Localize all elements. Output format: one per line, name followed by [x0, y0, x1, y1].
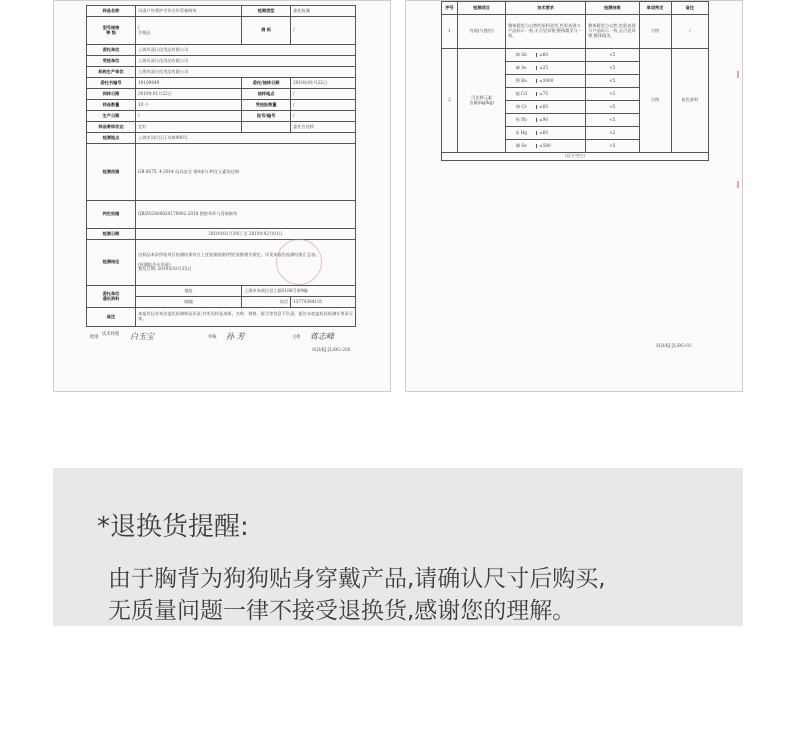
- reviewer-label: 审核: [208, 335, 217, 340]
- field-label: 委托单位 通讯资料: [87, 286, 136, 308]
- column-header: 技术要求: [506, 2, 586, 15]
- field-value: 2019年01月22日: [291, 78, 356, 89]
- table-row: [87, 229, 356, 240]
- field-label: 受检批数量: [242, 100, 291, 111]
- element-requirement-cell: [506, 62, 586, 75]
- notice-title: *退换货提醒:: [97, 512, 249, 542]
- field-label: 型号规格 等 级: [87, 17, 136, 45]
- element-name: 锑 Sb: [506, 53, 537, 58]
- table-row: [87, 201, 356, 229]
- element-requirement: ≤1000: [539, 77, 554, 83]
- field-value: 上海市奉贤区苍工路5188号第9幢: [242, 286, 356, 297]
- field-label: 委托书编号: [87, 78, 136, 89]
- table-row: [87, 6, 356, 17]
- field-value: 送样品本次所检项目检测结果符合上述检测依据/判定依据相关规定。详见本报告检测结果汇总表。 (检测报告专用章) 签发日期: 2019年02月25日: [136, 240, 356, 286]
- field-value: 19109849: [136, 78, 242, 89]
- table-row: [87, 308, 356, 327]
- approver-signature: 白玉宝: [130, 332, 154, 341]
- seal-edge-mark: [737, 181, 739, 188]
- item-name: 外观(与感官): [458, 15, 506, 49]
- element-result: <5: [586, 88, 639, 101]
- element-requirement-cell: [506, 75, 586, 88]
- field-value: /: [291, 89, 356, 100]
- field-value: 上海风清日化用品有限公司: [136, 45, 356, 56]
- element-requirement: ≤90: [539, 116, 549, 122]
- field-value: /: [291, 100, 356, 111]
- table-row: [442, 153, 709, 161]
- column-header: 序号: [442, 2, 458, 15]
- field-label: 委托单位: [87, 45, 136, 56]
- item-number: 1: [442, 15, 458, 49]
- field-label: 标称生产单位: [87, 67, 136, 78]
- field-label: 检测日期: [87, 229, 136, 240]
- field-value: /: [291, 111, 356, 122]
- field-value: 2019年01月29日 至 2019年02月01日: [136, 229, 356, 240]
- field-label: 检测地点: [87, 133, 136, 144]
- field-label: 地址: [136, 286, 242, 297]
- field-label: 样品数量: [87, 100, 136, 111]
- field-value: 10 个: [136, 100, 242, 111]
- field-label: 到样日期: [87, 89, 136, 100]
- element-result: <2: [586, 127, 639, 140]
- element-result: <5: [586, 75, 639, 88]
- field-value: 委托方送样: [291, 122, 356, 133]
- field-label: 检测依据: [87, 144, 136, 201]
- element-requirement: ≤60: [539, 51, 549, 57]
- column-header: 备注: [671, 2, 708, 15]
- element-name: 铬 Cr: [506, 105, 537, 110]
- element-name: 汞 Hg: [506, 131, 537, 136]
- field-label: 样品寄样状态: [87, 122, 136, 133]
- field-value: 上海风清日化用品有限公司: [136, 56, 356, 67]
- field-label: 备注: [87, 308, 136, 327]
- field-value: 完好: [136, 122, 242, 133]
- form-code: SQI/KJ-JL/BG-206: [312, 348, 351, 353]
- field-value: GB 6675. 4-2014 玩具安全 第4部分:特定元素的迁移: [136, 144, 356, 201]
- inspector-signature: 蒋志峰: [310, 332, 334, 341]
- test-report-page-1: [53, 0, 391, 392]
- field-value: 委托检测: [291, 6, 356, 17]
- field-label: [242, 122, 291, 133]
- field-value: 2019年01月22日: [136, 89, 242, 100]
- signature-row: [90, 331, 360, 345]
- field-label: 委托/抽样日期: [242, 78, 291, 89]
- element-name: 钡 Ba: [506, 79, 537, 84]
- reviewer-signature: 孙 芳: [226, 332, 245, 341]
- field-value: 上海风清日化用品有限公司: [136, 67, 356, 78]
- field-label: 检测类型: [242, 6, 291, 17]
- item-verdict: 合格: [639, 15, 671, 49]
- element-name: 砷 As: [506, 66, 537, 71]
- table-row: [87, 89, 356, 100]
- item-note: 复色漆料: [671, 49, 708, 153]
- field-label: 判定依据: [87, 201, 136, 229]
- table-row: [87, 17, 356, 45]
- element-requirement: ≤25: [539, 64, 549, 70]
- element-requirement-cell: [506, 114, 586, 127]
- field-label: 商 标: [242, 17, 291, 45]
- test-report-page-2: [405, 0, 743, 392]
- element-result: <5: [586, 140, 639, 153]
- inspector-label: 主检: [292, 335, 301, 340]
- table-row: [87, 78, 356, 89]
- table-row: [87, 111, 356, 122]
- field-value: 风清户外我护手环方形青新鲜块: [136, 6, 242, 17]
- form-code: SQI/KJ-JL/BG-03: [656, 344, 692, 349]
- field-value: QB/ZS2000020170002-2018 猪欧草环与青新鲜块: [136, 201, 356, 229]
- table-row: [87, 67, 356, 78]
- table-row: [442, 49, 709, 62]
- field-value: 上海市闵行区江川路900号: [136, 133, 356, 144]
- notice-line-1: 由于胸背为狗狗贴身穿戴产品,请确认尺寸后购买,: [108, 566, 606, 592]
- element-requirement: ≤75: [539, 90, 549, 96]
- field-label: 检测结论: [87, 240, 136, 286]
- approver-title: 技术经理: [102, 332, 120, 337]
- element-name: 镉 Cd: [506, 92, 537, 97]
- table-row: [87, 286, 356, 297]
- test-results-table: [441, 1, 709, 161]
- element-result: <5: [586, 62, 639, 75]
- table-row: [87, 122, 356, 133]
- item-verdict: 合格: [639, 49, 671, 153]
- element-result: <5: [586, 114, 639, 127]
- report-info-table: [86, 5, 356, 327]
- field-label: 抽样地点: [242, 89, 291, 100]
- field-value: 13774384131: [291, 297, 356, 308]
- inspection-stamp: [276, 239, 322, 285]
- item-number: 2: [442, 49, 458, 153]
- notice-line-2: 无质量问题一律不接受退换货,感谢您的理解。: [108, 598, 576, 624]
- field-label: 样品名称: [87, 6, 136, 17]
- column-header: 检测项目: [458, 2, 506, 15]
- element-requirement: ≤500: [539, 142, 551, 148]
- element-requirement-cell: [506, 101, 586, 114]
- element-name: 铅 Pb: [506, 118, 537, 123]
- field-label: 电话: [242, 297, 291, 308]
- item-name: 可迁移元素 含量(mg/kg): [458, 49, 506, 153]
- element-requirement-cell: [506, 88, 586, 101]
- element-name: 硒 Se: [506, 144, 537, 149]
- field-label: 受检单位: [87, 56, 136, 67]
- blank-below-marker: （以下空白）: [442, 153, 709, 161]
- item-result: 整体精美与自然,色彩表现与产品标示一致,无可见异物,整体精美。: [586, 15, 639, 49]
- column-header: 单项判定: [639, 2, 671, 15]
- element-requirement: ≤60: [539, 103, 549, 109]
- table-row: [87, 100, 356, 111]
- element-requirement-cell: [506, 49, 586, 62]
- element-requirement: ≤60: [539, 129, 549, 135]
- table-row: [87, 45, 356, 56]
- element-requirement-cell: [506, 140, 586, 153]
- table-row: [87, 133, 356, 144]
- notice-body: [108, 563, 728, 627]
- field-label: 批号/编号: [242, 111, 291, 122]
- table-row: [87, 144, 356, 201]
- item-note: /: [671, 15, 708, 49]
- field-value: 本报告仅对本次委托检测样品负责,对所送样品来源、名称、规格、批号等信息不负责。报告未加盖检验检测专用章无效。: [136, 308, 356, 327]
- item-requirement: 整体精美与自然的原料造型,色彩表现与产品标示一致,无可见异物,整体精美与一致。: [506, 15, 586, 49]
- element-requirement-cell: [506, 127, 586, 140]
- table-row: [87, 56, 356, 67]
- test-results-rows: [442, 2, 709, 161]
- field-value: /: [136, 111, 242, 122]
- table-row: [442, 2, 709, 15]
- return-notice-box: [53, 468, 743, 626]
- element-result: <5: [586, 49, 639, 62]
- field-value: / 合格品: [136, 17, 242, 45]
- column-header: 检测结果: [586, 2, 639, 15]
- field-label: 邮编: [136, 297, 242, 308]
- element-result: <5: [586, 101, 639, 114]
- field-label: 生产日期: [87, 111, 136, 122]
- approver-label: 批准: [90, 335, 99, 340]
- table-row: [442, 15, 709, 49]
- seal-edge-mark: [737, 71, 739, 78]
- field-value: /: [291, 17, 356, 45]
